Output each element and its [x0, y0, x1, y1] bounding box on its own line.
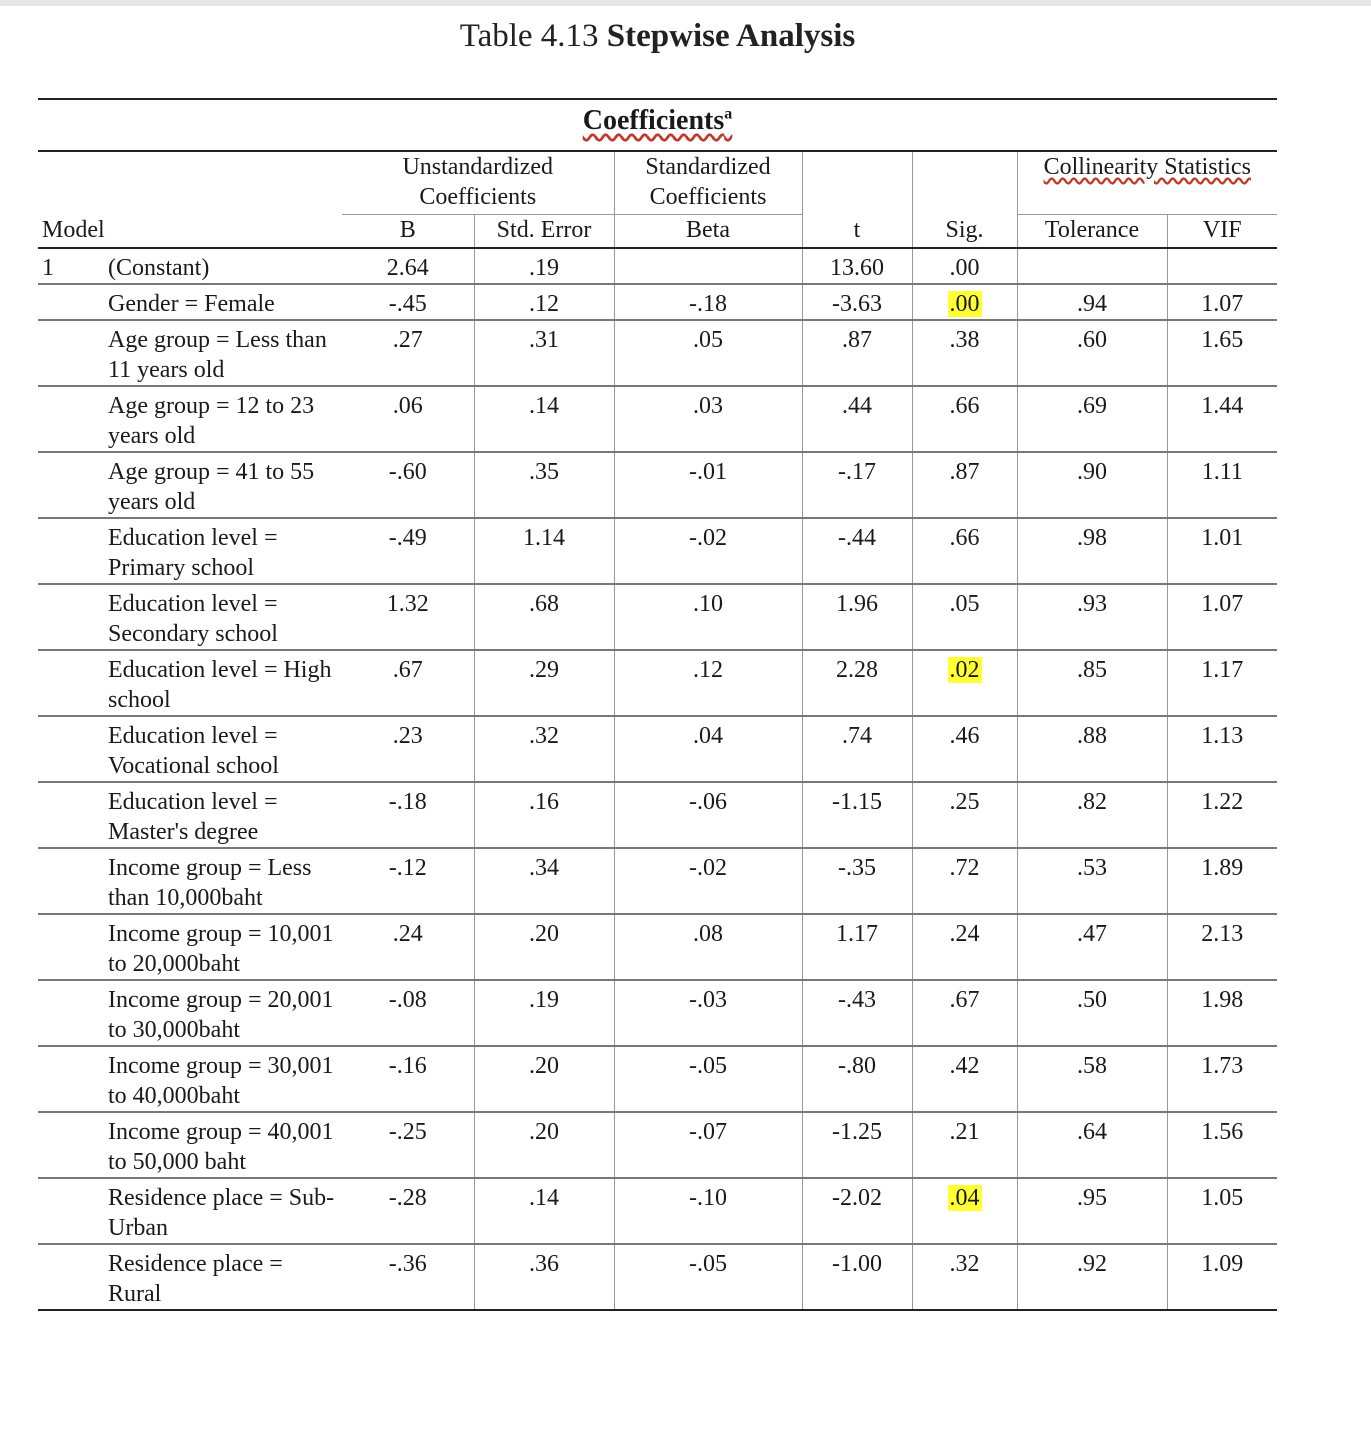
cell-b: -.12 — [342, 848, 474, 914]
header-row-columns — [38, 215, 1277, 249]
cell-std-error: .29 — [474, 650, 614, 716]
cell-model — [38, 386, 104, 452]
cell-tolerance: .90 — [1017, 452, 1167, 518]
cell-variable: Income group = Less than 10,000baht — [104, 848, 342, 914]
cell-std-error: .34 — [474, 848, 614, 914]
cell-std-error: .20 — [474, 914, 614, 980]
cell-beta: -.07 — [614, 1112, 802, 1178]
cell-beta: -.05 — [614, 1244, 802, 1310]
table-number: Table 4.13 — [459, 18, 599, 54]
cell-beta: .04 — [614, 716, 802, 782]
cell-vif: 1.56 — [1167, 1112, 1277, 1178]
cell-std-error: .68 — [474, 584, 614, 650]
cell-variable: Education level = Master's degree — [104, 782, 342, 848]
cell-beta: -.02 — [614, 518, 802, 584]
cell-model — [38, 284, 104, 320]
cell-sig — [912, 650, 1017, 716]
cell-tolerance — [1017, 248, 1167, 284]
cell-sig: .24 — [912, 914, 1017, 980]
table-row — [38, 386, 1277, 452]
cell-sig: .38 — [912, 320, 1017, 386]
table-row — [38, 782, 1277, 848]
header-beta: Beta — [614, 215, 802, 249]
cell-t: -1.15 — [802, 782, 912, 848]
header-row-groups — [38, 151, 1277, 215]
table-row — [38, 980, 1277, 1046]
header-standardized: Standardized Coefficients — [614, 151, 802, 215]
cell-vif: 1.01 — [1167, 518, 1277, 584]
cell-b: .67 — [342, 650, 474, 716]
cell-tolerance: .85 — [1017, 650, 1167, 716]
cell-model — [38, 1046, 104, 1112]
cell-beta — [614, 248, 802, 284]
cell-std-error: .31 — [474, 320, 614, 386]
cell-variable: Education level = Secondary school — [104, 584, 342, 650]
cell-std-error: .19 — [474, 248, 614, 284]
cell-beta: -.18 — [614, 284, 802, 320]
cell-beta: .08 — [614, 914, 802, 980]
cell-b: .27 — [342, 320, 474, 386]
top-border-strip — [0, 0, 1371, 6]
cell-vif: 1.89 — [1167, 848, 1277, 914]
cell-sig — [912, 284, 1017, 320]
cell-model — [38, 914, 104, 980]
table-row — [38, 1244, 1277, 1310]
table-title — [0, 18, 1315, 55]
header-tolerance: Tolerance — [1017, 215, 1167, 249]
cell-b: -.36 — [342, 1244, 474, 1310]
cell-sig: .42 — [912, 1046, 1017, 1112]
cell-std-error: .14 — [474, 1178, 614, 1244]
cell-variable: Gender = Female — [104, 284, 342, 320]
cell-tolerance: .82 — [1017, 782, 1167, 848]
cell-sig: .32 — [912, 1244, 1017, 1310]
cell-b: -.08 — [342, 980, 474, 1046]
cell-t: .74 — [802, 716, 912, 782]
header-std-error: Std. Error — [474, 215, 614, 249]
cell-t: 1.96 — [802, 584, 912, 650]
cell-variable: Income group = 30,001 to 40,000baht — [104, 1046, 342, 1112]
cell-variable: Age group = 41 to 55 years old — [104, 452, 342, 518]
cell-tolerance: .88 — [1017, 716, 1167, 782]
table-row — [38, 284, 1277, 320]
cell-b: -.28 — [342, 1178, 474, 1244]
cell-t: -.17 — [802, 452, 912, 518]
sig-highlight: .02 — [949, 657, 980, 683]
cell-vif: 2.13 — [1167, 914, 1277, 980]
cell-beta: -.06 — [614, 782, 802, 848]
cell-std-error: .16 — [474, 782, 614, 848]
cell-vif — [1167, 248, 1277, 284]
table-name: Stepwise Analysis — [606, 18, 856, 54]
cell-sig: .67 — [912, 980, 1017, 1046]
cell-vif: 1.17 — [1167, 650, 1277, 716]
cell-model — [38, 1178, 104, 1244]
cell-model — [38, 650, 104, 716]
cell-beta: .12 — [614, 650, 802, 716]
cell-model — [38, 584, 104, 650]
table-row — [38, 1112, 1277, 1178]
cell-std-error: .19 — [474, 980, 614, 1046]
cell-variable: (Constant) — [104, 248, 342, 284]
cell-sig: .72 — [912, 848, 1017, 914]
cell-t: 2.28 — [802, 650, 912, 716]
table-row — [38, 716, 1277, 782]
cell-tolerance: .58 — [1017, 1046, 1167, 1112]
cell-variable: Education level = Vocational school — [104, 716, 342, 782]
cell-tolerance: .60 — [1017, 320, 1167, 386]
cell-t: -3.63 — [802, 284, 912, 320]
cell-variable: Age group = Less than 11 years old — [104, 320, 342, 386]
table-row — [38, 248, 1277, 284]
cell-b: -.25 — [342, 1112, 474, 1178]
cell-variable: Income group = 10,001 to 20,000baht — [104, 914, 342, 980]
cell-variable: Age group = 12 to 23 years old — [104, 386, 342, 452]
cell-vif: 1.22 — [1167, 782, 1277, 848]
table-row — [38, 848, 1277, 914]
cell-tolerance: .98 — [1017, 518, 1167, 584]
cell-t: -.35 — [802, 848, 912, 914]
cell-b: .23 — [342, 716, 474, 782]
table-row — [38, 518, 1277, 584]
cell-vif: 1.73 — [1167, 1046, 1277, 1112]
table-caption: Coefficients$^a$ — [582, 105, 733, 137]
cell-t: -.44 — [802, 518, 912, 584]
cell-b: -.16 — [342, 1046, 474, 1112]
cell-vif: 1.13 — [1167, 716, 1277, 782]
cell-vif: 1.05 — [1167, 1178, 1277, 1244]
cell-sig: .05 — [912, 584, 1017, 650]
table-row — [38, 650, 1277, 716]
cell-sig: .00 — [912, 248, 1017, 284]
cell-vif: 1.11 — [1167, 452, 1277, 518]
cell-std-error: .14 — [474, 386, 614, 452]
header-vif: VIF — [1167, 215, 1277, 249]
cell-model — [38, 320, 104, 386]
cell-tolerance: .69 — [1017, 386, 1167, 452]
cell-tolerance: .95 — [1017, 1178, 1167, 1244]
cell-tolerance: .53 — [1017, 848, 1167, 914]
cell-b: -.18 — [342, 782, 474, 848]
header-model: Model — [38, 215, 342, 249]
cell-sig — [912, 1178, 1017, 1244]
cell-t: -1.00 — [802, 1244, 912, 1310]
cell-tolerance: .50 — [1017, 980, 1167, 1046]
cell-b: 1.32 — [342, 584, 474, 650]
cell-vif: 1.44 — [1167, 386, 1277, 452]
cell-t: 1.17 — [802, 914, 912, 980]
cell-beta: -.03 — [614, 980, 802, 1046]
cell-beta: .10 — [614, 584, 802, 650]
table-row — [38, 320, 1277, 386]
cell-beta: -.01 — [614, 452, 802, 518]
cell-sig: .66 — [912, 386, 1017, 452]
cell-sig: .21 — [912, 1112, 1017, 1178]
cell-b: -.49 — [342, 518, 474, 584]
cell-model — [38, 980, 104, 1046]
cell-sig: .66 — [912, 518, 1017, 584]
cell-model: 1 — [38, 248, 104, 284]
cell-tolerance: .94 — [1017, 284, 1167, 320]
cell-std-error: .35 — [474, 452, 614, 518]
cell-beta: .03 — [614, 386, 802, 452]
cell-model — [38, 716, 104, 782]
header-b: B — [342, 215, 474, 249]
cell-tolerance: .92 — [1017, 1244, 1167, 1310]
table-row — [38, 1046, 1277, 1112]
cell-t: .87 — [802, 320, 912, 386]
cell-tolerance: .47 — [1017, 914, 1167, 980]
table-row — [38, 584, 1277, 650]
caption-row — [38, 99, 1277, 151]
cell-vif: 1.09 — [1167, 1244, 1277, 1310]
header-unstandardized: Unstandardized Coefficients — [342, 151, 614, 215]
cell-t: .44 — [802, 386, 912, 452]
sig-highlight: .00 — [949, 291, 980, 317]
cell-model — [38, 518, 104, 584]
cell-variable: Residence place = Rural — [104, 1244, 342, 1310]
cell-model — [38, 782, 104, 848]
coefficients-table — [38, 98, 1277, 1311]
table-row — [38, 914, 1277, 980]
cell-sig: .87 — [912, 452, 1017, 518]
cell-std-error: .20 — [474, 1112, 614, 1178]
cell-b: .24 — [342, 914, 474, 980]
cell-std-error: .12 — [474, 284, 614, 320]
cell-variable: Education level = High school — [104, 650, 342, 716]
cell-vif: 1.07 — [1167, 284, 1277, 320]
cell-beta: -.10 — [614, 1178, 802, 1244]
cell-sig: .25 — [912, 782, 1017, 848]
cell-tolerance: .93 — [1017, 584, 1167, 650]
cell-sig: .46 — [912, 716, 1017, 782]
cell-variable: Income group = 40,001 to 50,000 baht — [104, 1112, 342, 1178]
cell-model — [38, 1244, 104, 1310]
cell-std-error: 1.14 — [474, 518, 614, 584]
cell-std-error: .32 — [474, 716, 614, 782]
cell-beta: -.02 — [614, 848, 802, 914]
table-row — [38, 1178, 1277, 1244]
cell-b: .06 — [342, 386, 474, 452]
cell-vif: 1.07 — [1167, 584, 1277, 650]
header-collinearity: Collinearity Statistics — [1017, 151, 1277, 215]
cell-t: 13.60 — [802, 248, 912, 284]
cell-std-error: .20 — [474, 1046, 614, 1112]
cell-variable: Residence place = Sub-Urban — [104, 1178, 342, 1244]
cell-t: -.80 — [802, 1046, 912, 1112]
cell-t: -2.02 — [802, 1178, 912, 1244]
sig-highlight: .04 — [949, 1185, 980, 1211]
cell-t: -.43 — [802, 980, 912, 1046]
cell-model — [38, 1112, 104, 1178]
cell-beta: .05 — [614, 320, 802, 386]
cell-b: -.60 — [342, 452, 474, 518]
header-sig: Sig. — [912, 215, 1017, 249]
cell-std-error: .36 — [474, 1244, 614, 1310]
table-row — [38, 452, 1277, 518]
cell-t: -1.25 — [802, 1112, 912, 1178]
cell-beta: -.05 — [614, 1046, 802, 1112]
cell-tolerance: .64 — [1017, 1112, 1167, 1178]
cell-b: 2.64 — [342, 248, 474, 284]
cell-b: -.45 — [342, 284, 474, 320]
cell-model — [38, 452, 104, 518]
cell-vif: 1.65 — [1167, 320, 1277, 386]
cell-vif: 1.98 — [1167, 980, 1277, 1046]
cell-variable: Education level = Primary school — [104, 518, 342, 584]
cell-variable: Income group = 20,001 to 30,000baht — [104, 980, 342, 1046]
cell-model — [38, 848, 104, 914]
header-t: t — [802, 215, 912, 249]
